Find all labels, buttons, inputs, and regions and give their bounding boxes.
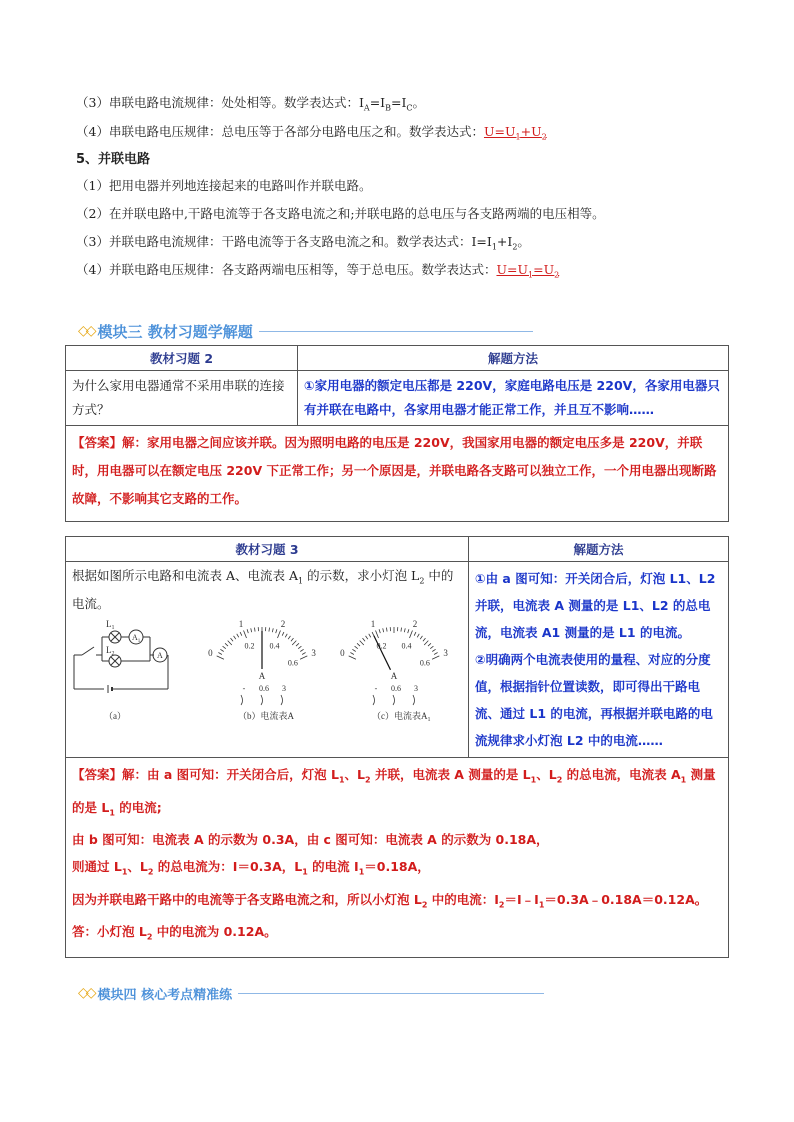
dial-tick xyxy=(282,632,284,636)
dial-tick xyxy=(376,630,379,637)
intro-line-series-current: （3）串联电路电流规律：处处相等。数学表达式：$I_A=I_B=I_C$。 xyxy=(76,95,426,113)
terminal-label: - xyxy=(242,683,246,693)
dial-tick xyxy=(420,635,422,638)
dial-tick xyxy=(285,633,287,636)
dial-outer-label: 0 xyxy=(208,647,213,658)
intro-line-parallel-rule: （2）在并联电路中,干路电流等于各支路电流之和;并联电路的总电压与各支路两端的电压相等。 xyxy=(76,206,605,221)
terminal-post xyxy=(281,695,283,705)
intro-line-parallel-voltage: （4）并联电路电压规律：各支路两端电压相等，等于总电压。数学表达式：$U=U_1=U_2$ xyxy=(76,262,560,280)
dial-tick xyxy=(278,630,281,637)
double-diamond-icon: ◇◇ xyxy=(78,323,94,339)
heading-rule xyxy=(238,993,544,994)
terminal-label: 0.6 xyxy=(259,683,269,693)
ex3-question-cell xyxy=(66,562,469,758)
module-title: 模块三 教材习题学解题 xyxy=(97,322,253,341)
module-title: 模块四 核心考点精准练 xyxy=(97,987,233,1003)
formula-parallel-voltage: $U=U_1=U_2$ xyxy=(496,262,560,280)
dial-tick xyxy=(231,638,234,641)
heading-rule xyxy=(259,331,533,332)
dial-tick xyxy=(300,649,303,651)
ex2-method: ①家用电器的额定电压都是 220V，家庭电路电压是 220V，各家用电器只有并联在电路中，各家用电器才能正常工作，并且互不影响…… xyxy=(298,371,729,426)
ammeter-a-dial xyxy=(208,619,316,705)
ex3-answer-line-1: 【答案】解：由 a 图可知：开关闭合后，灯泡 $L_1$、$L_2$ 并联，电流表 A 测量的是 $L_1$、$L_2$ 的总电流，电流表 $A_1$ 测量的是 $L_1$ 的电流; xyxy=(72,767,716,817)
terminal-post xyxy=(393,695,395,705)
dial-tick xyxy=(234,635,236,638)
dial-tick xyxy=(428,643,431,646)
dial-tick xyxy=(296,643,299,646)
dial-tick xyxy=(401,627,402,631)
dial-tick xyxy=(410,630,413,637)
figure-svg xyxy=(72,615,452,725)
dial-tick xyxy=(300,655,307,658)
ex3-answer-line-2: 由 b 图可知：电流表 A 的示数为 0.3A，由 c 图可知：电流表 A 的示数为 0.18A， xyxy=(72,832,549,847)
dial-tick xyxy=(237,633,239,636)
terminal-label: 3 xyxy=(414,683,418,693)
dial-tick xyxy=(272,628,273,632)
dial-tick xyxy=(223,646,226,648)
dial-tick xyxy=(360,640,364,644)
dial-outer-label: 2 xyxy=(280,618,286,629)
ammeter-a1-dial xyxy=(340,619,448,705)
dial-tick xyxy=(383,628,384,632)
terminal-post xyxy=(413,695,415,705)
dial-tick xyxy=(432,655,439,658)
dial-tick xyxy=(379,629,380,633)
ex2-answer: 【答案】解：家用电器之间应该并联。因为照明电路的电压是 220V，我国家用电器的额定电压多是 220V，并联时，用电器可以在额定电压 220V 下正常工作；另一个原因是，并联电路各支路可以独立工作，一个用电器出现断路故障，不影响其它支路的工作。 xyxy=(66,426,729,522)
terminal-label: 3 xyxy=(282,683,286,693)
dial-tick xyxy=(269,627,270,631)
dial-inner-label: 0.2 xyxy=(244,640,255,650)
meter-a1-symbol: $A_1$ xyxy=(132,632,141,644)
ex3-answer-line-5: 答：小灯泡 $L_2$ 中的电流为 0.12A。 xyxy=(72,924,277,942)
dial-tick xyxy=(352,649,355,651)
circuit-figure xyxy=(72,615,462,725)
dial-tick xyxy=(430,646,433,648)
dial-tick xyxy=(434,652,437,654)
intro-line-parallel-current: （3）并联电路电流规律：干路电流等于各支路电流之和。数学表达式：$I=I_1+I_2$。 xyxy=(76,234,530,252)
dial-tick xyxy=(225,643,228,646)
double-diamond-icon: ◇◇ xyxy=(78,985,94,1001)
module-heading-4 xyxy=(78,982,544,1004)
dial-tick xyxy=(228,640,232,644)
ex2-header-left: 教材习题 2 xyxy=(66,346,298,371)
dial-inner-label: 0.6 xyxy=(287,658,298,668)
dial-tick xyxy=(355,646,358,648)
figure-a-label: （a） xyxy=(104,710,126,721)
dial-tick xyxy=(292,640,296,644)
dial-outer-label: 2 xyxy=(412,618,418,629)
dial-tick xyxy=(366,635,368,638)
dial-tick xyxy=(217,655,224,658)
dial-unit-letter: A xyxy=(258,670,266,681)
dial-tick xyxy=(254,627,255,631)
ex3-method-step-1: ①由 a 图可知：开关闭合后，灯泡 L1、L2 并联，电流表 A 测量的是 L1、L2 的总电流，电流表 A1 测量的是 L1 的电流。 xyxy=(475,571,716,640)
terminal-post xyxy=(373,695,375,705)
dial-tick xyxy=(298,646,301,648)
ex3-answer-line-4: 因为并联电路干路中的电流等于各支路电流之和，所以小灯泡 $L_2$ 中的电流：$I_2=I﹣I_1=0.3A﹣0.18A=0.12A$。 xyxy=(72,891,708,909)
dial-tick xyxy=(244,630,247,637)
exercise-2-table xyxy=(65,345,729,522)
dial-tick xyxy=(240,632,242,636)
dial-outer-label: 3 xyxy=(311,647,316,658)
dial-tick xyxy=(247,629,248,633)
dial-outer-label: 3 xyxy=(443,647,448,658)
dial-tick xyxy=(424,640,428,644)
dial-tick xyxy=(291,638,294,641)
dial-inner-label: 0.6 xyxy=(419,658,430,668)
terminal-post xyxy=(261,695,263,705)
dial-tick xyxy=(372,632,374,636)
section-heading-parallel: 5、并联电路 xyxy=(76,152,151,167)
circuit-diagram xyxy=(74,630,168,693)
dial-tick xyxy=(350,652,353,654)
ex3-answer xyxy=(66,758,729,958)
dial-tick xyxy=(349,655,356,658)
dial-tick xyxy=(288,635,290,638)
dial-tick xyxy=(276,629,277,633)
ex3-method xyxy=(469,562,729,758)
dial-unit-letter: A xyxy=(390,670,398,681)
dial-inner-label: 0.2 xyxy=(376,640,387,650)
formula-series-voltage: $U=U_1+U_2$ xyxy=(483,124,547,142)
dial-tick xyxy=(357,643,360,646)
dial-tick xyxy=(404,628,405,632)
figure-b-label: （b）电流表A xyxy=(238,710,294,721)
dial-tick xyxy=(369,633,371,636)
dial-inner-label: 0.4 xyxy=(269,640,280,650)
dial-outer-label: 1 xyxy=(238,618,244,629)
figure-c-label: （c）电流表$A_1$ xyxy=(372,710,431,723)
ex3-answer-line-3: 则通过 $L_1$、$L_2$ 的总电流为：I＝0.3A，$L_1$ 的电流 $I_1=0.18A$， xyxy=(72,859,430,877)
lamp-l2-label: $L_2$ xyxy=(106,644,115,657)
dial-tick xyxy=(386,627,387,631)
dial-tick xyxy=(417,633,419,636)
lamp-l1-label: $L_1$ xyxy=(106,618,115,631)
ex3-header-left: 教材习题 3 xyxy=(66,537,469,562)
intro-line-series-voltage: （4）串联电路电压规律：总电压等于各部分电路电压之和。数学表达式：$U=U_1+U_2$ xyxy=(76,124,547,142)
dial-tick xyxy=(218,652,221,654)
dial-tick xyxy=(251,628,252,632)
dial-tick xyxy=(414,632,416,636)
dial-tick xyxy=(363,638,366,641)
ex2-question: 为什么家用电器通常不采用串联的连接方式？ xyxy=(66,371,298,426)
dial-tick xyxy=(220,649,223,651)
meter-a-symbol: A xyxy=(157,650,163,660)
terminal-label: - xyxy=(374,683,378,693)
intro-line-parallel-def: （1）把用电器并列地连接起来的电路叫作并联电路。 xyxy=(76,178,372,193)
dial-inner-label: 0.4 xyxy=(401,640,412,650)
dial-tick xyxy=(302,652,305,654)
dial-outer-label: 1 xyxy=(370,618,376,629)
ex2-header-right: 解题方法 xyxy=(298,346,729,371)
ex3-question: 根据如图所示电路和电流表 A、电流表 $A_1$ 的示数，求小灯泡 $L_2$ 中的电流。 xyxy=(72,568,454,611)
dial-tick xyxy=(408,629,409,633)
terminal-post xyxy=(241,695,243,705)
terminal-label: 0.6 xyxy=(391,683,401,693)
dial-tick xyxy=(432,649,435,651)
ex3-header-right: 解题方法 xyxy=(469,537,729,562)
dial-outer-label: 0 xyxy=(340,647,345,658)
module-heading-3 xyxy=(78,320,533,342)
ex3-method-step-2: ②明确两个电流表使用的量程、对应的分度值，根据指针位置读数，即可得出干路电流、通过 L1 的电流，再根据并联电路的电流规律求小灯泡 L2 中的电流…… xyxy=(475,652,713,748)
dial-tick xyxy=(423,638,426,641)
exercise-3-table xyxy=(65,536,729,958)
